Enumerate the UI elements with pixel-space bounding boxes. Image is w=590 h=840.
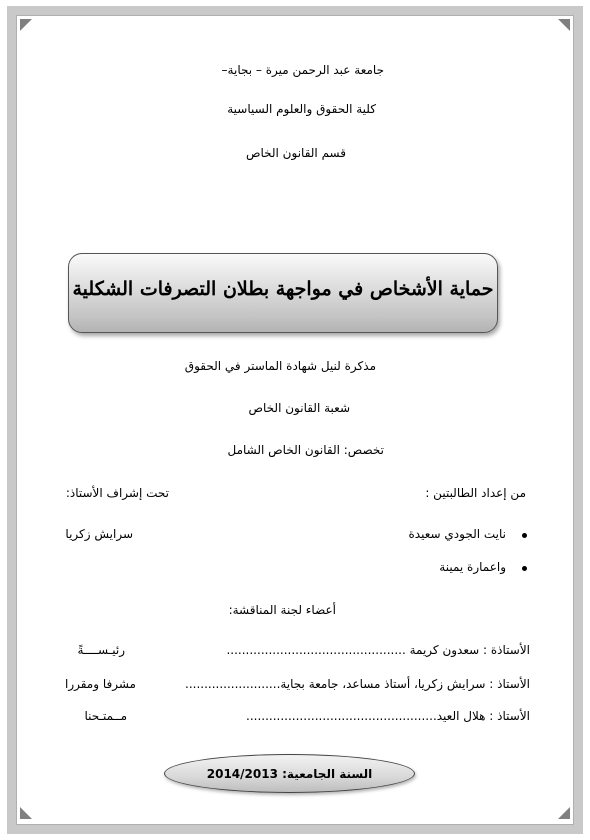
degree-specialty: تخصص: القانون الخاص الشامل xyxy=(227,443,384,457)
supervisor-name: سرايش زكريا xyxy=(65,527,133,541)
committee-role-1: رئيـســــةً xyxy=(77,643,125,657)
corner-ornament-bottom-right xyxy=(558,807,570,819)
corner-ornament-bottom-left xyxy=(20,807,32,819)
corner-ornament-top-left xyxy=(20,19,32,31)
author-1: نايت الجودي سعيدة xyxy=(408,527,506,541)
university-name: جامعة عبد الرحمن ميرة – بجاية– xyxy=(221,63,384,77)
committee-member-1: الأستاذة : سعدون كريمة ............................................... xyxy=(226,643,530,657)
bullet-icon xyxy=(522,566,527,571)
committee-member-3: الأستاذ : هلال العيد.................................................. xyxy=(246,709,530,723)
committee-member-2: الأستاذ : سرايش زكريا، أستاذ مساعد، جامعة بجاية......................... xyxy=(185,677,530,691)
faculty-name: كلية الحقوق والعلوم السياسية xyxy=(227,102,376,116)
supervisor-label: تحت إشراف الأستاذ: xyxy=(65,486,169,500)
thesis-title-box xyxy=(68,253,498,333)
department-name: قسم القانون الخاص xyxy=(245,146,346,160)
committee-role-2: مشرفا ومقررا xyxy=(64,677,136,691)
author-2: واعمارة يمينة xyxy=(439,560,506,574)
academic-year-box xyxy=(164,754,415,793)
academic-year: السنة الجامعية: 2014/2013 xyxy=(206,767,373,781)
degree-branch: شعبة القانون الخاص xyxy=(248,401,350,415)
bullet-icon xyxy=(522,533,527,538)
degree-memo: مذكرة لنيل شهادة الماستر في الحقوق xyxy=(184,359,376,373)
committee-heading: أعضاء لجنة المناقشة: xyxy=(228,603,336,617)
page-area xyxy=(16,15,574,825)
corner-ornament-top-right xyxy=(558,19,570,31)
authors-label: من إعداد الطالبتين : xyxy=(425,486,526,500)
committee-role-3: مــمتـحنا xyxy=(84,709,127,723)
thesis-title: حماية الأشخاص في مواجهة بطلان التصرفات الشكلية xyxy=(72,278,494,300)
